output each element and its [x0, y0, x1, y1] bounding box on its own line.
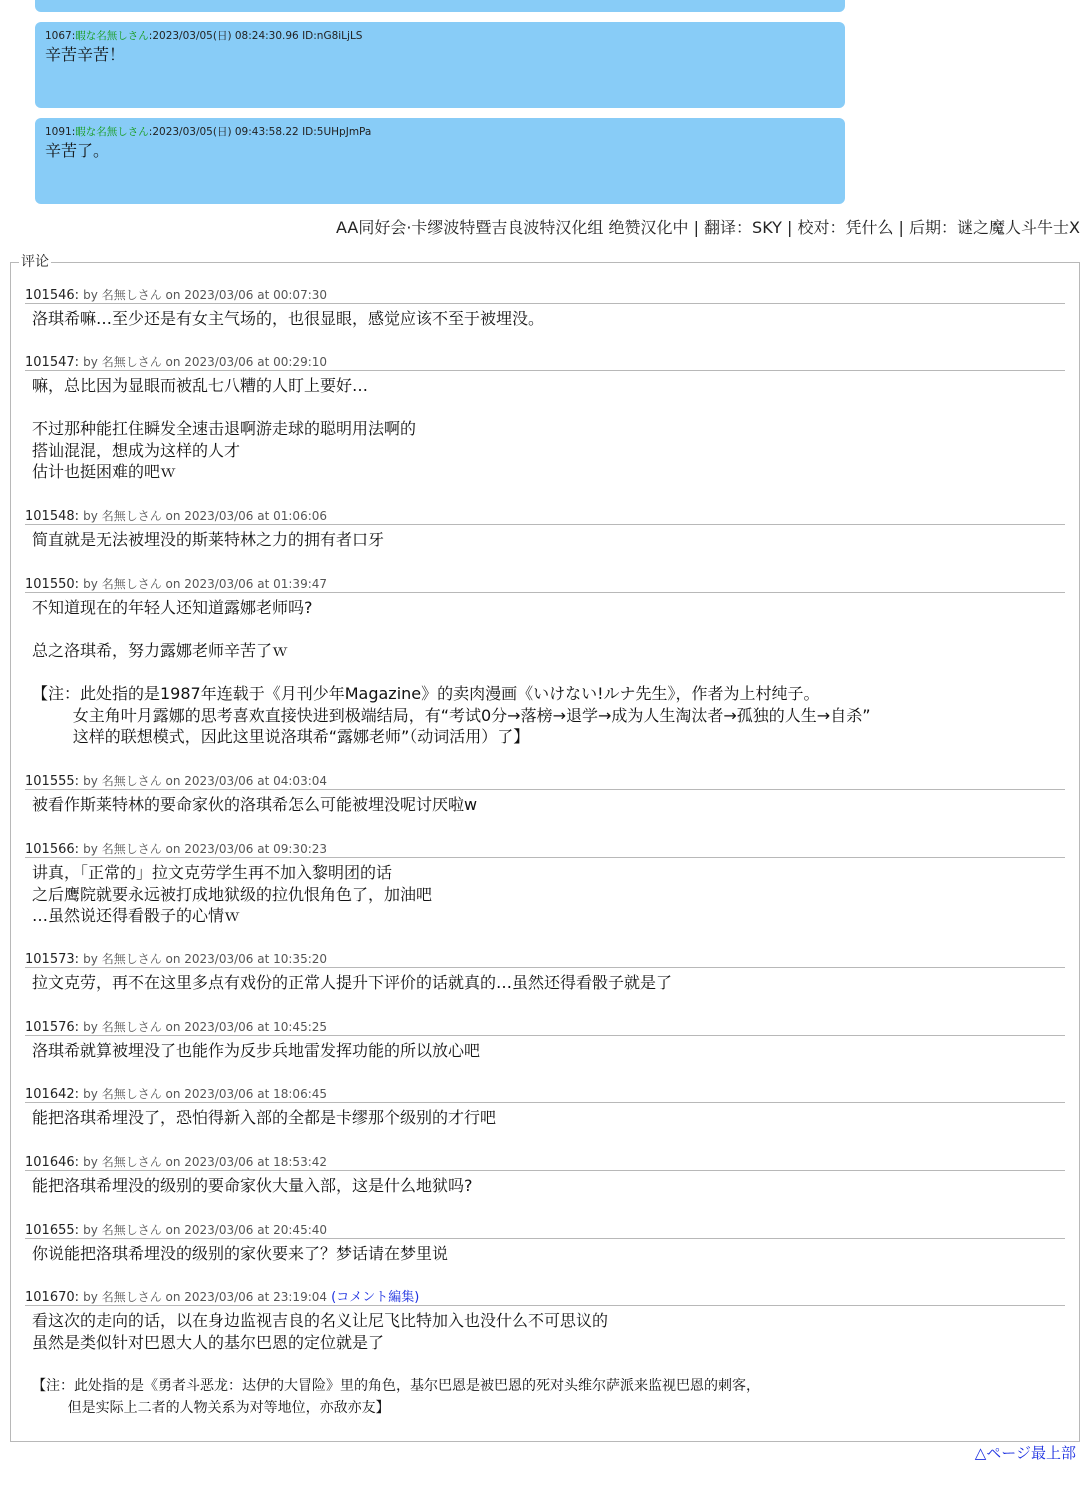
post-header: 1091:暇な名無しさん:2023/03/05(日) 09:43:58.22 ID:5UHpJmPa [45, 126, 372, 138]
comment-number: 101550 [25, 577, 75, 592]
comment-meta: by 名無しさん on 2023/03/06 at 23:19:04 [83, 1290, 328, 1304]
comment-header: 101576: by 名無しさん on 2023/03/06 at 10:45:25 [25, 1019, 1065, 1036]
post-number: 1091 [45, 126, 72, 138]
comment-body: 拉文克劳，再不在这里多点有戏份的正常人提升下评价的话就真的…虽然还得看骰子就是了 [32, 973, 673, 992]
post-number: 1067 [45, 30, 72, 42]
comment-body: 能把洛琪希埋没了，恐怕得新入部的全都是卡缪那个级别的才行吧 [32, 1108, 497, 1127]
comment-meta: by 名無しさん on 2023/03/06 at 00:29:10 [83, 355, 328, 369]
comment-meta: by 名無しさん on 2023/03/06 at 18:53:42 [83, 1155, 328, 1169]
comment-body: 不知道现在的年轻人还知道露娜老师吗? 总之洛琪希，努力露娜老师辛苦了ｗ 【注：此处指的是1987年连载于《月刊少年Magazine》的卖肉漫画《いけない!ルナ先生》，作者为上村纯子。 女主角叶月露娜的思考喜欢直接快进到极端结局，有“考试0分→落榜→退学→成为人生淘汰者→孤独的人生→自杀” 这样的联想模式，因此这里说洛琪希“露娜老师”（动词活用）了】 [32, 598, 871, 746]
comment-body: 简直就是无法被埋没的斯莱特林之力的拥有者口牙 [32, 530, 385, 549]
comments-legend: 评论 [21, 254, 49, 270]
comment-body: 看这次的走向的话，以在身边监视吉良的名义让尼飞比特加入也没什么不可思议的 虽然是类似针对巴恩大人的基尔巴恩的定位就是了 [32, 1311, 609, 1352]
comment-number: 101555 [25, 774, 75, 789]
comment-meta: by 名無しさん on 2023/03/06 at 00:07:30 [83, 288, 328, 302]
comment-meta: by 名無しさん on 2023/03/06 at 10:35:20 [83, 952, 328, 966]
post-card-previous [35, 0, 845, 12]
comment-header: 101655: by 名無しさん on 2023/03/06 at 20:45:40 [25, 1222, 1065, 1239]
comment-header: 101566: by 名無しさん on 2023/03/06 at 09:30:23 [25, 841, 1065, 858]
comment-meta: by 名無しさん on 2023/03/06 at 01:06:06 [83, 509, 328, 523]
post-date: 2023/03/05(日) 08:24:30.96 [152, 30, 299, 42]
comment-meta: by 名無しさん on 2023/03/06 at 10:45:25 [83, 1020, 328, 1034]
comment-number: 101566 [25, 842, 75, 857]
edit-comment-link[interactable]: (コメント編集) [331, 1290, 420, 1305]
post-card [35, 22, 845, 108]
comment-header: 101646: by 名無しさん on 2023/03/06 at 18:53:42 [25, 1154, 1065, 1171]
comment-header: 101548: by 名無しさん on 2023/03/06 at 01:06:06 [25, 508, 1065, 525]
comment-header: 101546: by 名無しさん on 2023/03/06 at 00:07:30 [25, 287, 1065, 304]
comment-meta: by 名無しさん on 2023/03/06 at 20:45:40 [83, 1223, 328, 1237]
comment-header: 101573: by 名無しさん on 2023/03/06 at 10:35:20 [25, 951, 1065, 968]
comment-number: 101646 [25, 1155, 75, 1170]
comment-number: 101548 [25, 509, 75, 524]
post-id: ID:nG8iLjLS [302, 30, 363, 42]
page-top-link[interactable]: △ページ最上部 [974, 1444, 1076, 1462]
comment-body: 讲真，「正常的」拉文克劳学生再不加入黎明团的话 之后鹰院就要永远被打成地狱级的拉仇恨角色了，加油吧 …虽然说还得看骰子的心情ｗ [32, 863, 433, 925]
comment-header: 101547: by 名無しさん on 2023/03/06 at 00:29:10 [25, 354, 1065, 371]
comment-number: 101546 [25, 288, 75, 303]
comment-number: 101670 [25, 1290, 75, 1305]
post-body: 辛苦了。 [45, 141, 110, 160]
comment-note: 【注：此处指的是《勇者斗恶龙：达伊的大冒险》里的角色，基尔巴恩是被巴恩的死对头维尔萨派来监视巴恩的刺客， 但是实际上二者的人物关系为对等地位，亦敌亦友】 [32, 1378, 760, 1416]
comment-meta: by 名無しさん on 2023/03/06 at 01:39:47 [83, 577, 328, 591]
post-author: 暇な名無しさん [75, 30, 149, 42]
post-date: 2023/03/05(日) 09:43:58.22 [152, 126, 299, 138]
post-body: 辛苦辛苦！ [45, 45, 126, 64]
comment-meta: by 名無しさん on 2023/03/06 at 18:06:45 [83, 1087, 328, 1101]
comments-section [10, 254, 1080, 1442]
comment-number: 101642 [25, 1087, 75, 1102]
post-id: ID:5UHpJmPa [302, 126, 372, 138]
comment-header: 101555: by 名無しさん on 2023/03/06 at 04:03:04 [25, 773, 1065, 790]
comment-body: 嘛，总比因为显眼而被乱七八糟的人盯上要好… 不过那种能扛住瞬发全速击退啊游走球的聪明用法啊的 搭讪混混，想成为这样的人才 估计也挺困难的吧ｗ [32, 376, 417, 481]
comment-number: 101573 [25, 952, 75, 967]
comment-meta: by 名無しさん on 2023/03/06 at 04:03:04 [83, 774, 328, 788]
post-author: 暇な名無しさん [75, 126, 149, 138]
comment-body: 洛琪希嘛…至少还是有女主气场的，也很显眼，感觉应该不至于被埋没。 [32, 309, 545, 328]
post-card [35, 118, 845, 204]
comment-meta: by 名無しさん on 2023/03/06 at 09:30:23 [83, 842, 328, 856]
comment-body: 你说能把洛琪希埋没的级别的家伙要来了？梦话请在梦里说 [32, 1244, 449, 1263]
credits-line: AA同好会·卡缪波特暨吉良波特汉化组 绝赞汉化中 | 翻译：SKY | 校对：凭什么 | 后期：谜之魔人斗牛士X [335, 218, 1080, 237]
comment-number: 101547 [25, 355, 75, 370]
comment-body: 被看作斯莱特林的要命家伙的洛琪希怎么可能被埋没呢讨厌啦w [32, 795, 478, 814]
comment-header: 101670: by 名無しさん on 2023/03/06 at 23:19:04 (コメント編集) [25, 1289, 1065, 1306]
comment-number: 101576 [25, 1020, 75, 1035]
comment-header: 101550: by 名無しさん on 2023/03/06 at 01:39:47 [25, 576, 1065, 593]
post-header: 1067:暇な名無しさん:2023/03/05(日) 08:24:30.96 ID:nG8iLjLS [45, 30, 363, 42]
comment-body: 洛琪希就算被埋没了也能作为反步兵地雷发挥功能的所以放心吧 [32, 1041, 481, 1060]
comment-body: 能把洛琪希埋没的级别的要命家伙大量入部，这是什么地狱吗? [32, 1176, 473, 1195]
comment-header: 101642: by 名無しさん on 2023/03/06 at 18:06:45 [25, 1086, 1065, 1103]
comment-number: 101655 [25, 1223, 75, 1238]
